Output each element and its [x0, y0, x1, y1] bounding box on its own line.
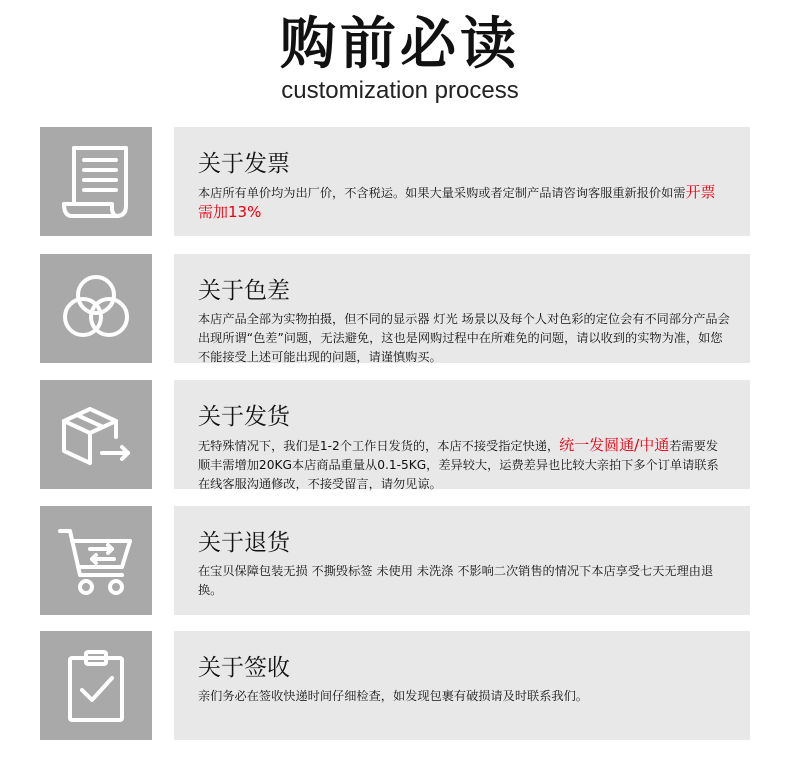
- section-icon-box-shipping: [40, 380, 152, 489]
- section-card-returns: [174, 506, 750, 615]
- section-heading: 关于退货: [198, 530, 290, 556]
- section-heading: 关于签收: [198, 655, 290, 681]
- section-text-highlight: 开票需加13%: [198, 183, 716, 221]
- page-title: 购前必读: [280, 12, 520, 77]
- section-heading: 关于色差: [198, 278, 290, 304]
- section-text-highlight: 统一发圆通/中通: [559, 436, 670, 454]
- section-icon-box-invoice: [40, 127, 152, 236]
- section-text-body: 无特殊情况下，我们是1-2个工作日发货的，本店不接受指定快递，: [198, 439, 560, 453]
- section-card-shipping: [174, 380, 750, 489]
- receipt-icon: [56, 142, 136, 222]
- color-circles-icon: [56, 269, 136, 349]
- section-text: [198, 183, 730, 223]
- section-card-color: [174, 254, 750, 363]
- section-text: 亲们务必在签收快递时间仔细检查，如发现包裹有破损请及时联系我们。: [198, 689, 588, 703]
- section-text-body-after: 若需要发顺丰需增加20KG本店商品重量从0.1-5KG，差异较大，运费差异也比较大亲拍下多个订单请联系在线客服沟通修改，不接受留言，请勿见谅。: [198, 439, 719, 491]
- section-text: 在宝贝保障包装无损 不撕毁标签 未使用 未洗涤 不影响二次销售的情况下本店享受七天无理由退换。: [198, 564, 714, 597]
- section-card-invoice: [174, 127, 750, 236]
- clipboard-check-icon: [56, 646, 136, 726]
- section-heading: 关于发票: [198, 151, 290, 177]
- page-subtitle: customization process: [281, 77, 519, 104]
- section-text: [198, 436, 730, 494]
- section-heading: 关于发货: [198, 404, 290, 430]
- section-icon-box-color: [40, 254, 152, 363]
- shopping-cart-icon: [56, 521, 136, 601]
- section-icon-box-signing: [40, 631, 152, 740]
- section-text: 本店产品全部为实物拍摄，但不同的显示器 灯光 场景以及每个人对色彩的定位会有不同部分产品会出现所谓“色差”问题，无法避免，这也是网购过程中在所难免的问题，请以收到的实物为准，如您不能接受上述可能出现的问题，请谨慎购买。: [198, 312, 730, 364]
- section-icon-box-returns: [40, 506, 152, 615]
- shipping-box-icon: [56, 395, 136, 475]
- section-card-signing: [174, 631, 750, 740]
- section-text-body: 本店所有单价均为出厂价，不含税运。如果大量采购或者定制产品请咨询客服重新报价如需: [198, 186, 686, 200]
